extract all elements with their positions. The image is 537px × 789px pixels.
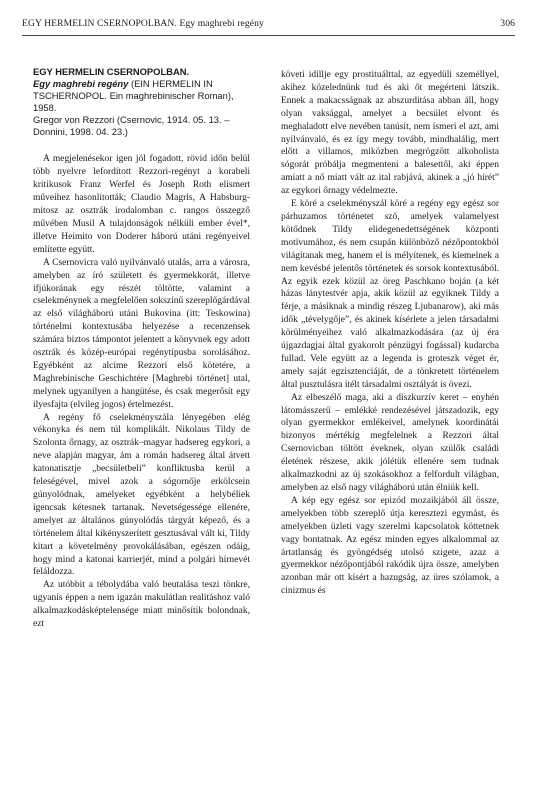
- paragraph: A regény fő cselekményszála lényegében elég vékonyka és nem túl komplikált. Nikolaus Tildy de Szolonta őrnagy, az osztrák–magyar hadsereg egykori, a neve alapján magyar, ám a román hadsereg által átvett katonatisztje „becsületbeli” konfliktusba kerül a feleségével, mivel azok a sógornője erkölcsein gúnyolódnak, amelyeket egyébként a helybéliek igencsak kétesnek tartanak. Nevetségessége ellenére, amelyet az általános gúnyolódás tárgyát képező, és a történelem által kikényszerített gesztusával vált ki, Tildy kitart a követelmény provokálásában, egészen odáig, hogy mind a katonai karrierjét, mind a polgári hírnevét feláldozza.: [33, 412, 250, 578]
- paragraph: A Csernovicra való nyilvánvaló utalás, arra a városra, amelyben az író született és gyermekkorát, illetve ifjúkorának egy részét töltötte, valamint a cselekménynek a megfelelően sokszínű szereplőgárdával az első világháború utáni Bukovina (itt: Teskowina) történelmi kontextusába helyezése a recenzensek számára biztos támpontot jelentett a könyvnek egy adott osztrák és közép-európai regénytípusba sorolásához. Egyébként az alcíme Rezzori első kötetére, a Maghrebinische Geschichtére [Maghrebi történet] utal, melynek ugyanilyen a hangütése, és csak megerősít egy ilyesfajta (elvileg jogos) értelmezést.: [33, 257, 250, 410]
- left-column: [33, 66, 250, 631]
- entry-subtitle: Egy maghrebi regény: [33, 77, 129, 89]
- running-header: [22, 13, 515, 36]
- right-column: [281, 69, 499, 598]
- paragraph: A megjelenésekor igen jól fogadott, rövid időn belül több nyelvre lefordított Rezzori-regényt a korabeli kritikusok Franz Werfel és Joseph Roth elismert műveihez hasonlították; Claudio Magris, A Habsburg-mítosz az osztrák irodalomban c. rangos összegző művében Musil A tulajdonságok nélküli ember ével*, illetve Heimito von Doderer háború utáni regényeivel említette együtt.: [33, 154, 250, 255]
- paragraph: A kép egy egész sor epizód mozaikjából áll össze, amelyekben több szereplő útja keresztezi egymást, és amelyekben üzleti vagy szerelmi kapcsolatok köttetnek vagy bontatnak. Az egész minden egyes alkalommal az ártatlanság és gyöngédség utolsó szigete, azaz a gyermekkor nézőpontjából rakódik újra össze, amelyben azonban már ott kísért a hazugság, az üres szólamok, a cinizmus és: [281, 495, 499, 597]
- paragraph: E köré a cselekményszál köré a regény egy egész sor párhuzamos történetet sző, amelyek valamelyest kötődnek Tildy elidegenedettségének központi motívumához, és nem csupán különböző nézőpontokból világítanak meg, hanem el is mélyítenek, és kiemelnek a nem kevésbé jelentős történetek és sorsok kontextusából. Az egyik ezek közül az öreg Paschkano boján (a két házas lánytestvér apja, akik közül az egyiknek Tildy a férje, a másiknak a mindig részeg Ljubanarow), aki más idők „tévelygője”, és akinek kísérlete a jelen társadalmi körülményeihez való alkalmazkodására (az új éra újgazdagjai által gyakorolt pénzügyi fogással) kudarcba fullad. Vele együtt az a legenda is groteszk véget ér, amely saját egzisztenciáját, de a tönkretett történelem által pusztulásra ítélt társadalmi osztályát is övezi.: [281, 199, 499, 390]
- page-number: 306: [500, 18, 515, 29]
- running-title: EGY HERMELIN CSERNOPOLBAN. Egy maghrebi regény: [22, 18, 264, 29]
- entry-heading: [33, 66, 250, 137]
- right-body: [281, 69, 499, 598]
- paragraph: Az elbeszélő maga, aki a diszkurzív keret – enyhén látomásszerű – emlékké rendezésével játszadozik, egy olyan gyermekkor emlékeivel, amelynek koordinátái bizonyos mértékig megfelelnek a Rezzori által Csernovicban töltött éveknek, olyan szülők családi életének részese, akik jólétük ellenére sem tudnak alkalmazkodni az új szokásokhoz a felfordult világban, amelyben az első nagy világháború után élniük kell.: [281, 392, 499, 493]
- paragraph: Az utóbbit a tébolydába való beutalása teszi tönkre, ugyanis éppen a nem igazán makulátlan realitáshoz való alkalmazkodásképtelensége miatt minősítik bolondnak, ezt: [33, 580, 250, 630]
- entry-title: EGY HERMELIN CSERNOPOLBAN.: [33, 66, 190, 77]
- left-body: [33, 153, 250, 631]
- entry-original-title: (EIN HERMELIN IN TSCHERNOPOL. Ein maghrebinischer Roman), 1958.: [33, 77, 234, 113]
- entry-author-line: Gregor von Rezzori (Csernovic, 1914. 05. 13. – Donnini, 1998. 04. 23.): [33, 113, 230, 137]
- paragraph: követi idillje egy prostituálttal, az egyedüli személlyel, akihez közelednünk tud és aki őt megérteni látszik. Ennek a makacsságnak az abszurditása abban áll, hogy olyan vaksággal, amelyet a becsület elvont és meghaladott elve nevében tanúsít, nem ismeri el azt, ami nyilvánvaló, és ez így megy tovább, mindhalálig, mert előtt a villamos, miközben megrögzött alkoholista sógorát próbálja megmenteni a balesettől, aki éppen amiatt a nő miatt vált az ital rabjává, akinek a „jó hírét” az egykori őrnagy védelmezte.: [281, 70, 499, 197]
